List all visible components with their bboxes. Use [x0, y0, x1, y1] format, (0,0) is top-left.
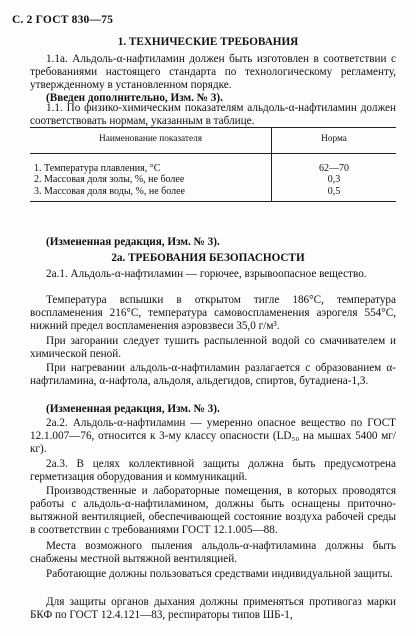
table-note: (Измененная редакция, Изм. № 3).: [46, 236, 220, 248]
table-cell-value: 62—70: [319, 162, 350, 174]
table-cell-name: 1. Температура плавления, °С: [30, 153, 272, 174]
table-row: [30, 186, 396, 202]
norms-table: [30, 127, 396, 202]
table-cell-name: 2. Массовая доля золы, %, не более: [30, 174, 272, 186]
table-cell-name: 3. Массовая доля воды, %, не более: [30, 186, 272, 202]
paragraph-2a-1: 2а.1. Альдоль-α-нафтиламин — горючее, взрывоопасное вещество.: [46, 268, 367, 280]
page-header: С. 2 ГОСТ 830—75: [12, 14, 114, 26]
paragraph-heating: При нагревании альдоль-α-нафтиламин разлагается с образованием α-нафтиламина, α-нафтола, альдоля, альдегидов, спиртов, бутадиена-1,3.: [30, 362, 396, 387]
section2-title: 2а. ТРЕБОВАНИЯ БЕЗОПАСНОСТИ: [111, 252, 305, 264]
table-col2-header: Норма: [272, 128, 396, 154]
table-row: [30, 153, 396, 174]
paragraph-rooms: Производственные и лабораторные помещения, в которых проводятся работы с альдоль-α-нафтиламином, должны быть оснащены приточно-вытяжной вентиляцией, обеспечивающей состояние воздуха рабочей среды в соответствии с требованиями ГОСТ 12.1.005—88.: [30, 485, 396, 536]
paragraph-1-1a: 1.1а. Альдоль-α-нафтиламин должен быть изготовлен в соответствии с требованиями настоящего стандарта по технологическому регламенту, утвержденному в установленном порядке.: [30, 53, 396, 91]
paragraph-temperature: Температура вспышки в открытом тигле 186°С, температура воспламенения 216°С, температура самовоспламенения аэрогеля 554°С, нижний предел воспламенения аэровзвеси 35,0 г/м³.: [30, 294, 396, 332]
note-2: (Измененная редакция, Изм. № 3).: [46, 403, 220, 415]
table-row: [30, 174, 396, 186]
paragraph-1-1a-note: (Введен дополнительно, Изм. № 3).: [46, 92, 223, 104]
paragraph-respiratory: Для защиты органов дыхания должны применяться противогаз марки БКФ по ГОСТ 12.4.121—83, респираторы типов ШБ-1,: [30, 596, 396, 621]
table-col1-header: Наименование показателя: [30, 128, 272, 154]
paragraph-dust: Места возможного пыления альдоль-α-нафтиламина должны быть снабжены местной вытяжной вентиляцией.: [30, 540, 396, 565]
paragraph-workers: Работающие должны пользоваться средствами индивидуальной защиты.: [46, 568, 393, 580]
section1-title: 1. ТЕХНИЧЕСКИЕ ТРЕБОВАНИЯ: [117, 36, 299, 48]
paragraph-2a-2: 2а.2. Альдоль-α-нафтиламин — умеренно опасное вещество по ГОСТ 12.1.007—76, относится к 3-му классу опасности (LD₅₀ на мышах 5400 мг/кг).: [30, 417, 396, 455]
paragraph-fire: При загорании следует тушить распыленной водой со смачивателем и химической пеной.: [30, 335, 396, 360]
table-header-row: [30, 128, 396, 154]
table-cell-value: 0,5: [272, 186, 396, 202]
table-cell-value: 0,3: [327, 174, 341, 185]
paragraph-1-1: 1.1. По физико-химическим показателям альдоль-α-нафтиламин должен соответствовать нормам, указанным в таблице.: [30, 102, 396, 127]
paragraph-2a-3: 2а.3. В целях коллективной защиты должна быть предусмотрена герметизация оборудования и коммуникаций.: [30, 458, 396, 483]
